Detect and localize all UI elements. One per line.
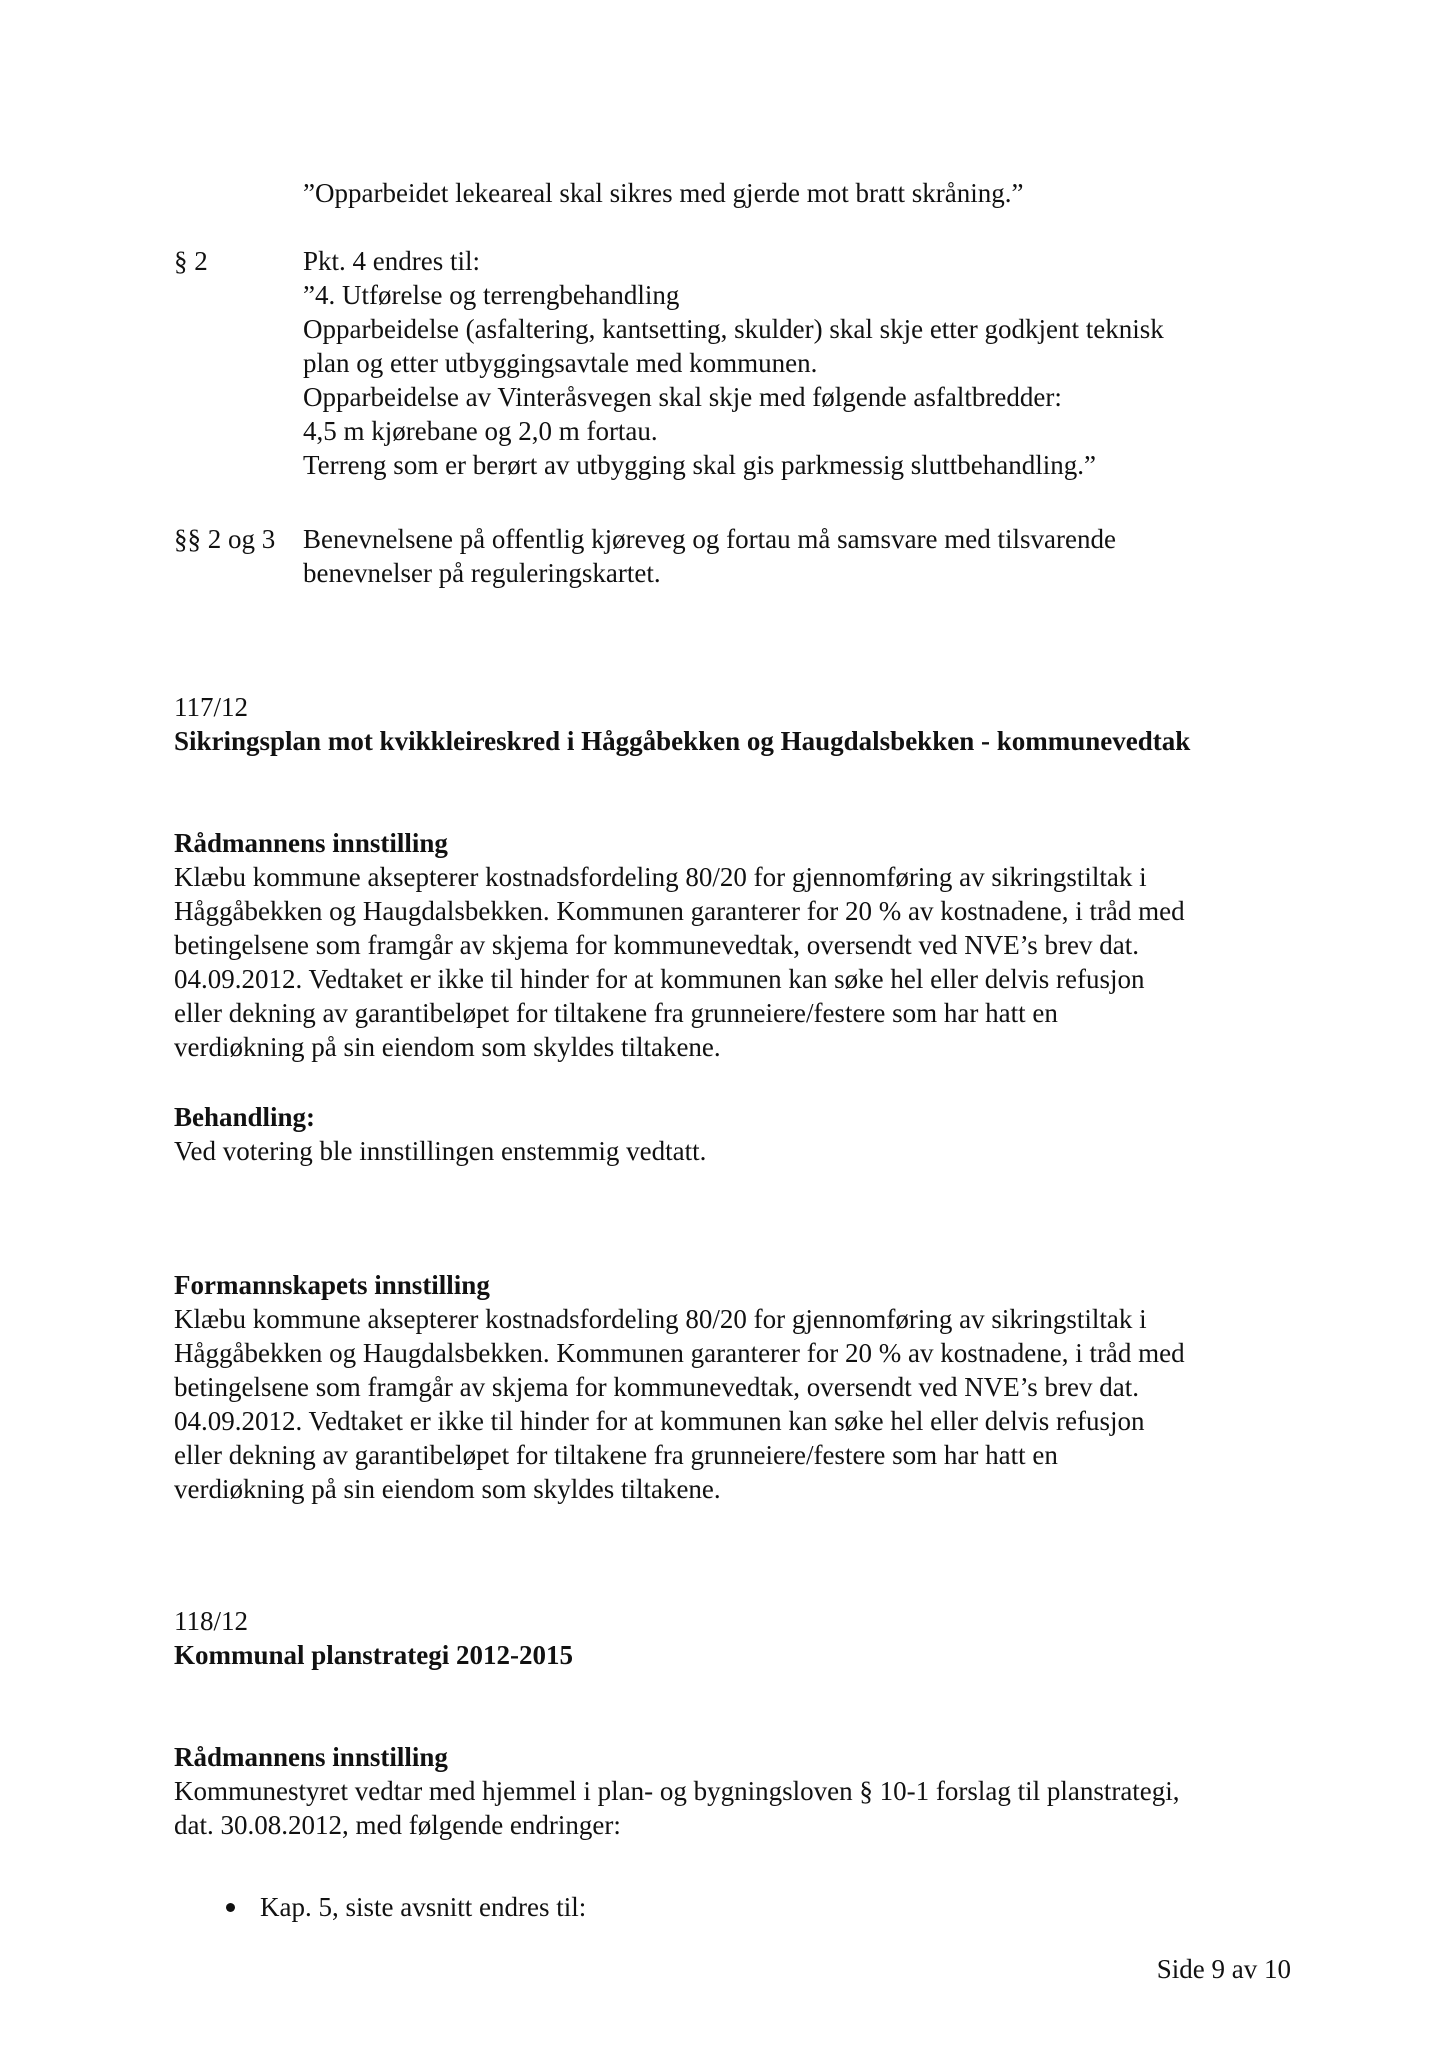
paragraph-line: Terreng som er berørt av utbygging skal gis parkmessig sluttbehandling.” <box>303 450 1096 480</box>
body-line: Klæbu kommune aksepterer kostnadsfordeling 80/20 for gjennomføring av sikringstiltak i <box>174 1304 1147 1334</box>
paragraph-line: benevnelser på reguleringskartet. <box>303 558 661 588</box>
body-line: dat. 30.08.2012, med følgende endringer: <box>174 1810 621 1840</box>
case-title: Sikringsplan mot kvikkleireskred i Håggåbekken og Haugdalsbekken - kommunevedtak <box>174 726 1191 756</box>
section-heading: Formannskapets innstilling <box>174 1270 490 1300</box>
paragraph-line: plan og etter utbyggingsavtale med kommunen. <box>303 348 818 378</box>
body-line: eller dekning av garantibeløpet for tiltakene fra grunneiere/festere som har hatt en <box>174 1440 1058 1470</box>
bullet-list <box>174 1890 586 1924</box>
body-line: Klæbu kommune aksepterer kostnadsfordeling 80/20 for gjennomføring av sikringstiltak i <box>174 862 1147 892</box>
body-line: verdiøkning på sin eiendom som skyldes tiltakene. <box>174 1032 721 1062</box>
list-item-text: Kap. 5, siste avsnitt endres til: <box>260 1892 587 1922</box>
section-heading: Rådmannens innstilling <box>174 1742 448 1772</box>
case-number: 117/12 <box>174 692 248 722</box>
section-heading: Rådmannens innstilling <box>174 828 448 858</box>
body-line: eller dekning av garantibeløpet for tiltakene fra grunneiere/festere som har hatt en <box>174 998 1058 1028</box>
paragraph-line: Opparbeidelse av Vinteråsvegen skal skje med følgende asfaltbredder: <box>303 382 1062 412</box>
body-line: Håggåbekken og Haugdalsbekken. Kommunen garanterer for 20 % av kostnadene, i tråd med <box>174 896 1185 926</box>
behandling-section <box>174 1100 1324 1168</box>
body-line: 04.09.2012. Vedtaket er ikke til hinder for at kommunen kan søke hel eller delvis refusjon <box>174 1406 1145 1436</box>
paragraph-line: ”4. Utførelse og terrengbehandling <box>303 280 680 310</box>
paragraph-body <box>303 522 1323 590</box>
paragraph-line: Benevnelsene på offentlig kjøreveg og fortau må samsvare med tilsvarende <box>303 524 1116 554</box>
paragraph-label: § 2 <box>174 246 208 276</box>
body-line: betingelsene som framgår av skjema for kommunevedtak, oversendt ved NVE’s brev dat. <box>174 1372 1139 1402</box>
paragraph-label: §§ 2 og 3 <box>174 524 276 554</box>
page-number: Side 9 av 10 <box>1156 1954 1291 1984</box>
paragraph-line: Opparbeidelse (asfaltering, kantsetting, skulder) skal skje etter godkjent teknisk <box>303 314 1164 344</box>
bullet-icon <box>226 1903 235 1912</box>
list-item <box>174 1890 586 1924</box>
body-line: Ved votering ble innstillingen enstemmig vedtatt. <box>174 1136 707 1166</box>
body-line: verdiøkning på sin eiendom som skyldes tiltakene. <box>174 1474 721 1504</box>
body-line: Håggåbekken og Haugdalsbekken. Kommunen garanterer for 20 % av kostnadene, i tråd med <box>174 1338 1185 1368</box>
formannskap-recommendation <box>174 1268 1324 1506</box>
body-line: betingelsene som framgår av skjema for kommunevedtak, oversendt ved NVE’s brev dat. <box>174 930 1139 960</box>
radmann-recommendation <box>174 1740 1324 1842</box>
radmann-recommendation <box>174 826 1324 1064</box>
paragraph-line: 4,5 m kjørebane og 2,0 m fortau. <box>303 416 658 446</box>
body-line: Kommunestyret vedtar med hjemmel i plan- og bygningsloven § 10-1 forslag til planstrategi, <box>174 1776 1180 1806</box>
top-quote: ”Opparbeidet lekeareal skal sikres med gjerde mot bratt skråning.” <box>303 178 1024 208</box>
paragraph-body <box>303 244 1323 482</box>
body-line: 04.09.2012. Vedtaket er ikke til hinder for at kommunen kan søke hel eller delvis refusjon <box>174 964 1145 994</box>
section-heading: Behandling: <box>174 1102 316 1132</box>
case-title: Kommunal planstrategi 2012-2015 <box>174 1640 574 1670</box>
case-number: 118/12 <box>174 1606 248 1636</box>
paragraph-line: Pkt. 4 endres til: <box>303 246 480 276</box>
